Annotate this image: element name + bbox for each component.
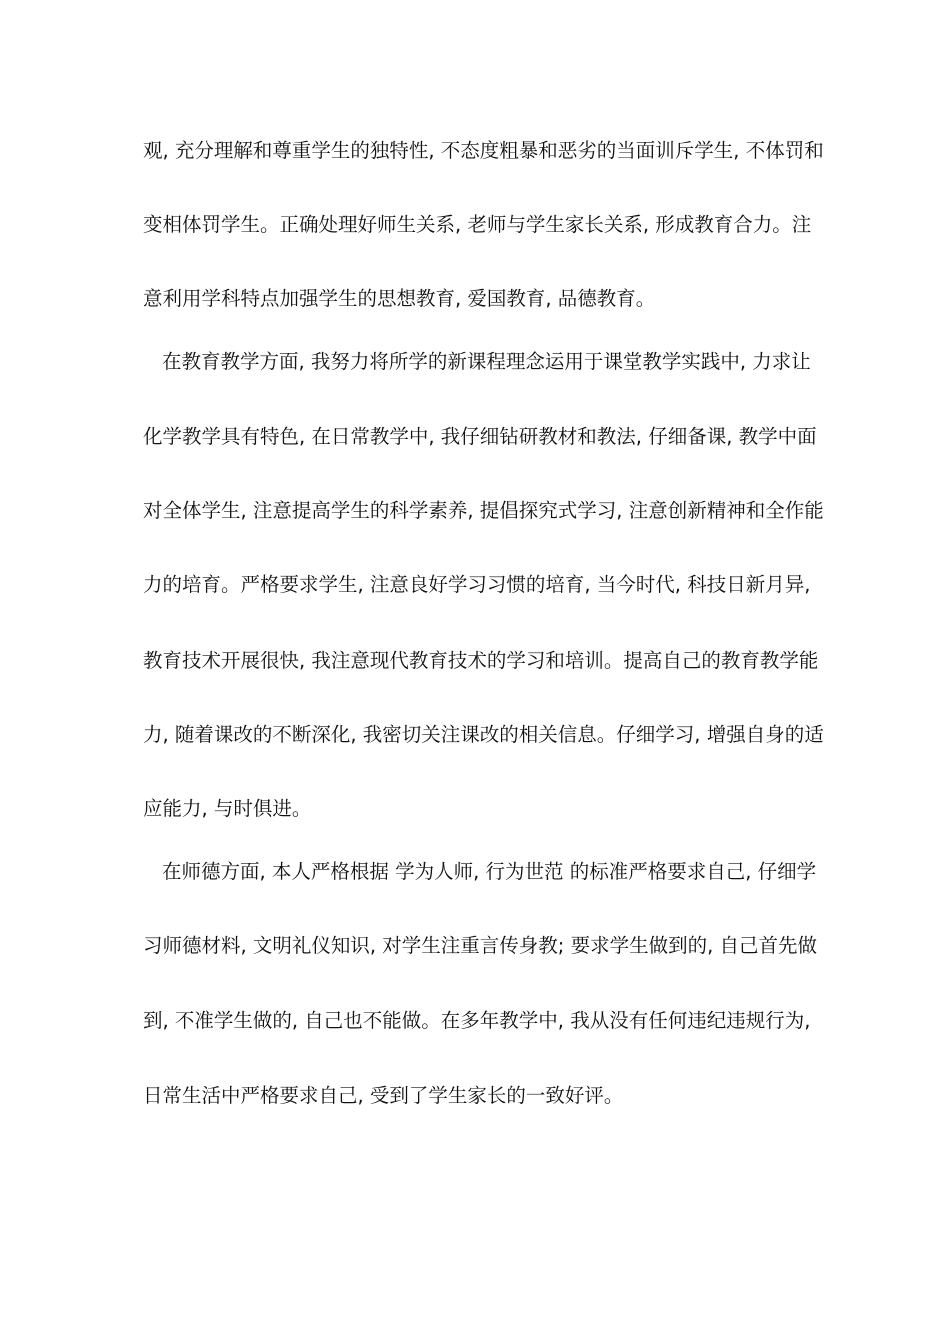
text-line: 应能力, 与时俱进。 [143, 797, 312, 820]
text-line: 观, 充分理解和尊重学生的独特性, 不态度粗暴和恶劣的当面训斥学生, 不体罚和 [143, 139, 824, 162]
text-line: 到, 不准学生做的, 自己也不能做。在多年教学中, 我从没有任何违纪违规行为, [143, 1009, 811, 1032]
paragraph-start-line: 在教育教学方面, 我努力将所学的新课程理念运用于课堂教学实践中, 力求让 [162, 350, 811, 373]
text-line: 教育技术开展很快, 我注意现代教育技术的学习和培训。提高自己的教育教学能 [143, 649, 819, 672]
text-line: 力的培育。严格要求学生, 注意良好学习习惯的培育, 当今时代, 科技日新月异, [143, 573, 811, 596]
text-line: 日常生活中严格要求自己, 受到了学生家长的一致好评。 [143, 1084, 624, 1107]
paragraph-start-line: 在师德方面, 本人严格根据 学为人师, 行为世范 的标准严格要求自己, 仔细学 [162, 860, 817, 883]
text-line: 力, 随着课改的不断深化, 我密切关注课改的相关信息。仔细学习, 增强自身的适 [143, 723, 824, 746]
text-line: 化学教学具有特色, 在日常教学中, 我仔细钻研教材和教法, 仔细备课, 教学中面 [143, 425, 817, 448]
text-line: 意利用学科特点加强学生的思想教育, 爱国教育, 品德教育。 [143, 287, 656, 310]
text-line: 习师德材料, 文明礼仪知识, 对学生注重言传身教; 要求学生做到的, 自己首先做 [143, 934, 817, 957]
text-line: 变相体罚学生。正确处理好师生关系, 老师与学生家长关系, 形成教育合力。注 [143, 213, 812, 236]
text-line: 对全体学生, 注意提高学生的科学素养, 提倡探究式学习, 注意创新精神和全作能 [143, 499, 824, 522]
